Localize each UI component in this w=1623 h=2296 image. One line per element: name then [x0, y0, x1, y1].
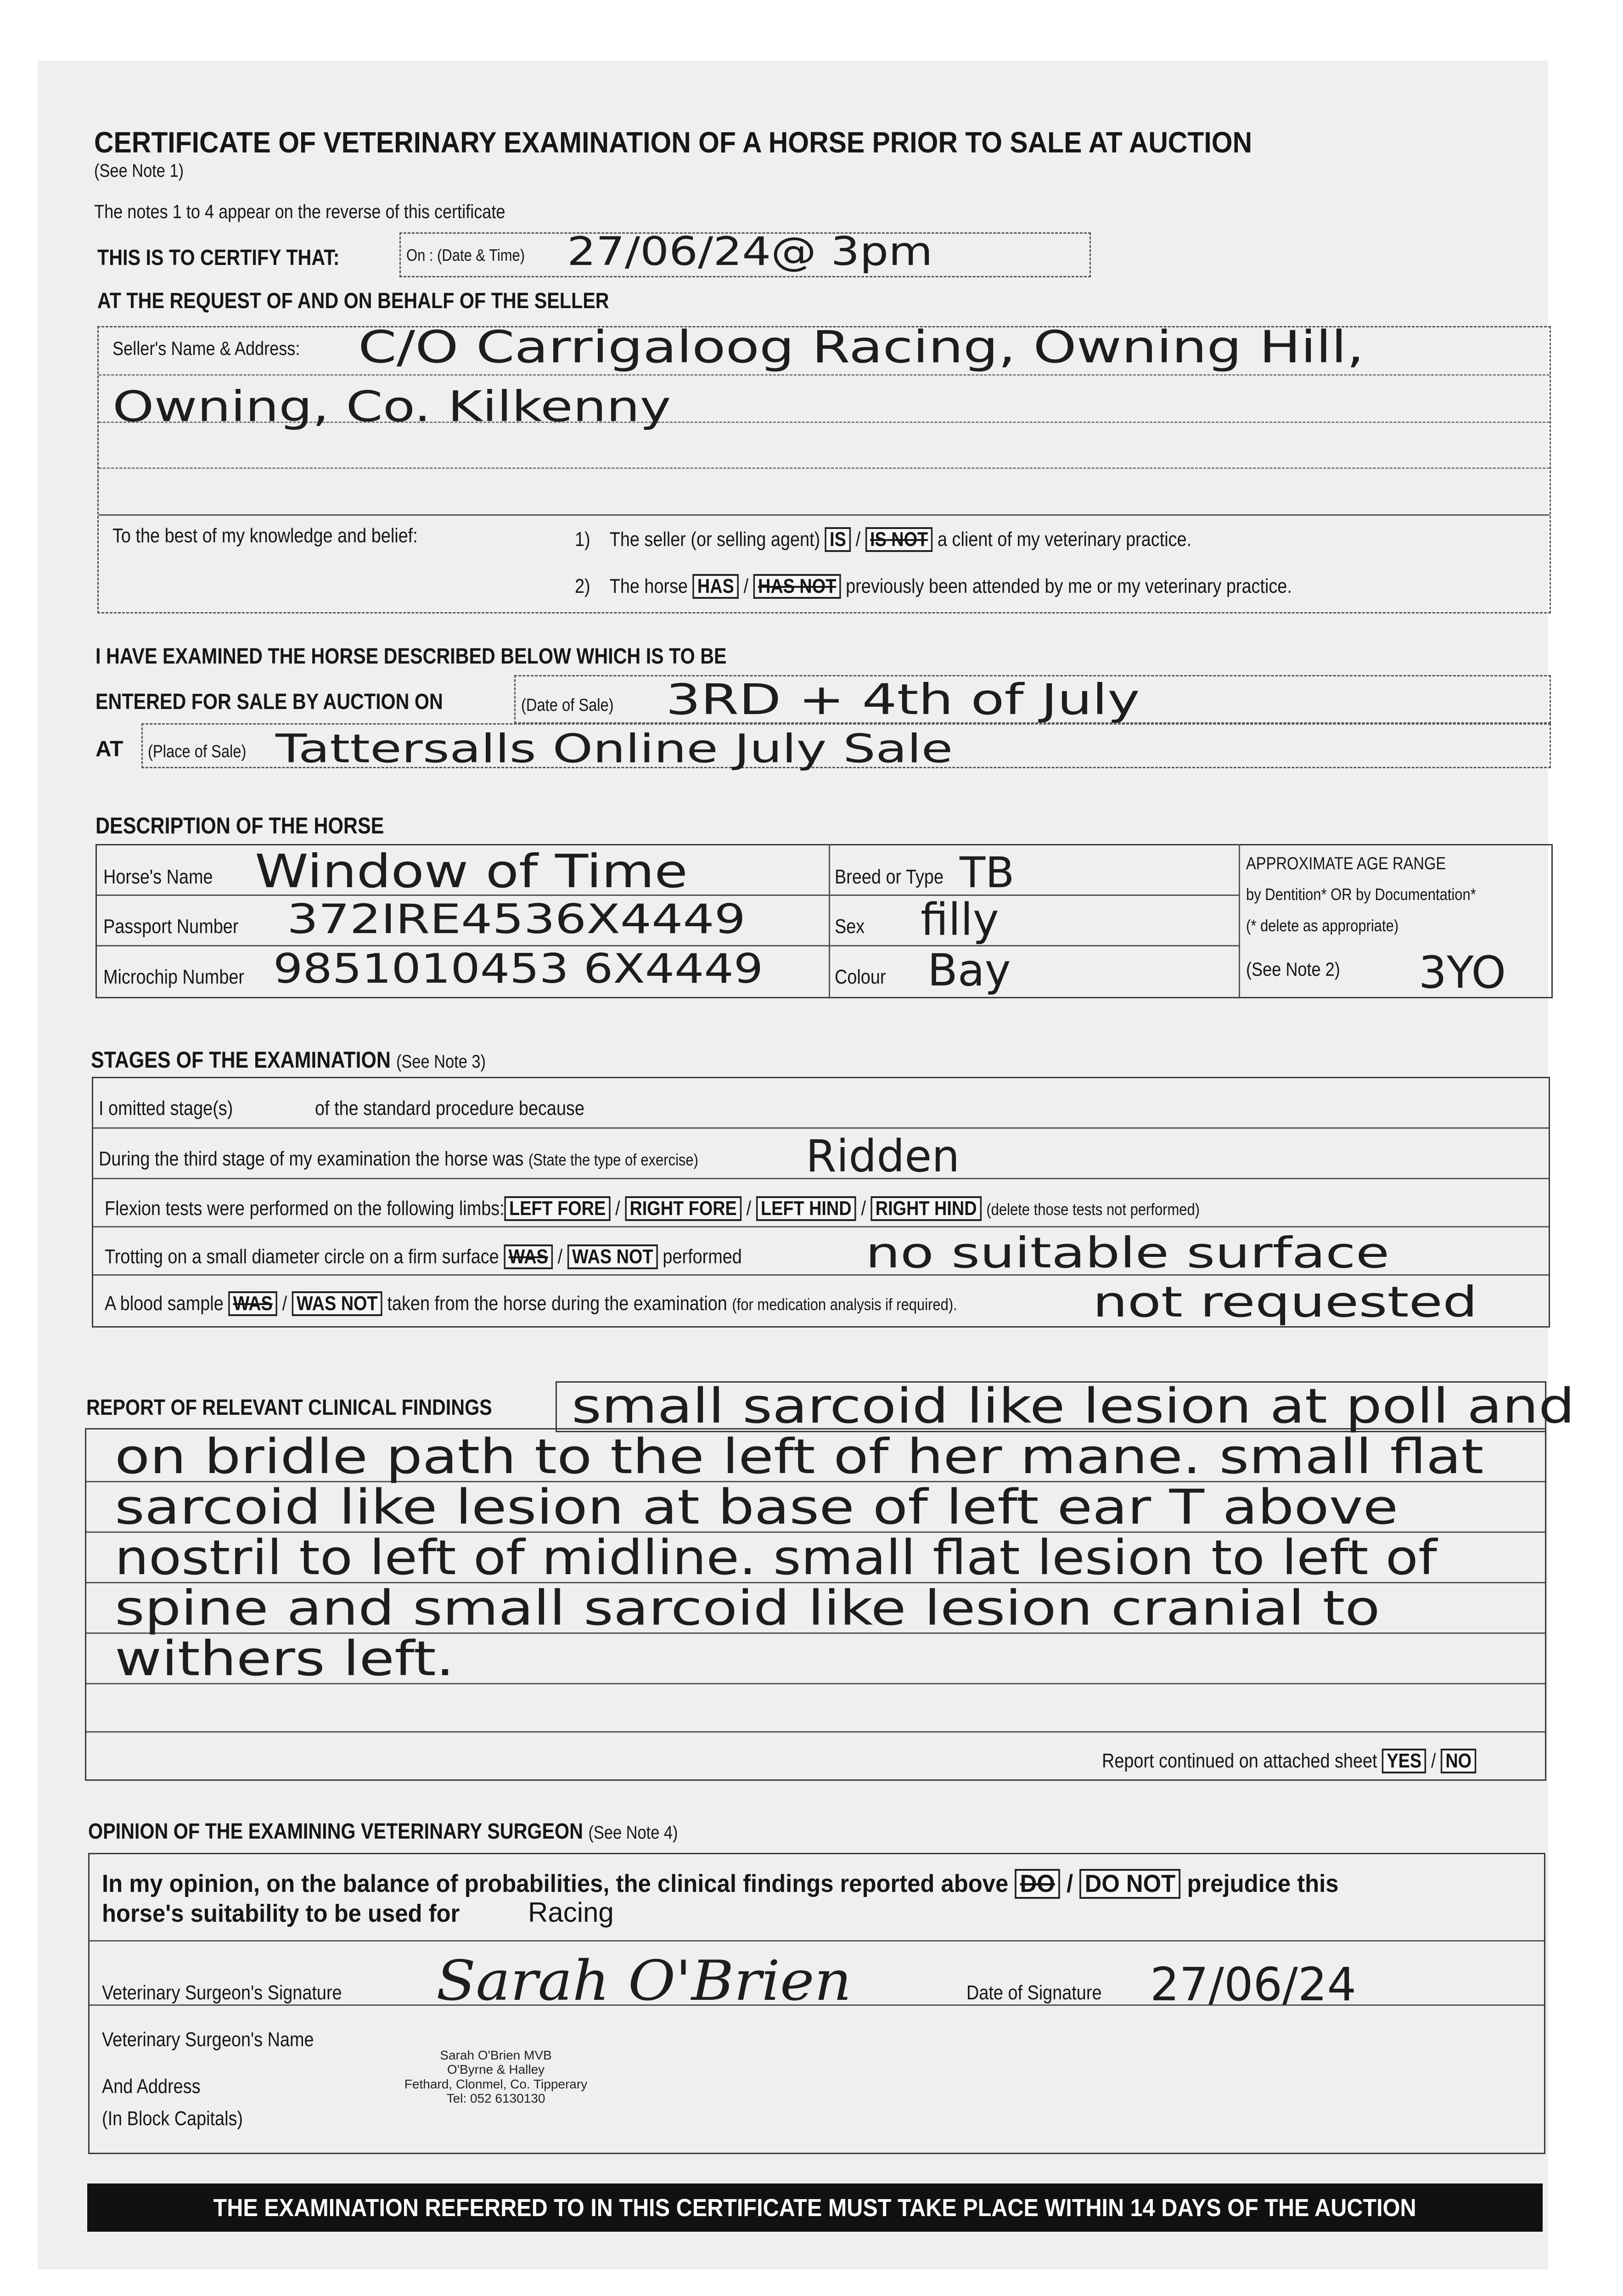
knowledge-q2: 2) The horse HAS / HAS NOT previously been attended by me or my veterinary practice.: [575, 574, 1409, 599]
horse-has-option[interactable]: HAS: [693, 574, 739, 599]
report-heading: REPORT OF RELEVANT CLINICAL FINDINGS: [86, 1396, 492, 1420]
date-time-label: On : (Date & Time): [406, 246, 525, 264]
horse-name-label: Horse's Name: [103, 866, 213, 888]
opinion-text-line-2: horse's suitability to be used for: [102, 1900, 460, 1927]
knowledge-label: To the best of my knowledge and belief:: [112, 524, 418, 547]
sex-label: Sex: [835, 915, 865, 938]
report-line-3: sarcoid like lesion at base of left ear T above: [115, 1479, 1398, 1535]
examined-label: I HAVE EXAMINED THE HORSE DESCRIBED BELOW WHICH IS TO BE: [95, 644, 727, 669]
block-capitals-label: (In Block Capitals): [102, 2107, 243, 2130]
report-line-4: nostril to left of midline. small flat lesion to left of: [115, 1530, 1437, 1586]
flexion-right-hind-option[interactable]: RIGHT HIND: [870, 1196, 981, 1221]
third-stage-label: During the third stage of my examination the horse was (State the type of exercise): [99, 1148, 698, 1170]
footer-banner: THE EXAMINATION REFERRED TO IN THIS CERTIFICATE MUST TAKE PLACE WITHIN 14 DAYS OF THE AUCTION: [87, 2183, 1543, 2232]
vet-address-label: And Address: [102, 2075, 201, 2098]
passport-value: 372IRE4536X4449: [287, 895, 746, 943]
passport-label: Passport Number: [103, 915, 239, 938]
vet-stamp: Sarah O'Brien MVB O'Byrne & Halley Fethard, Clonmel, Co. Tipperary Tel: 052 6130130: [404, 2048, 588, 2106]
blood-sample-value: not requested: [1093, 1277, 1478, 1327]
at-label: AT: [95, 737, 124, 761]
trotting-was-option[interactable]: WAS: [504, 1244, 553, 1269]
flexion-left-fore-option[interactable]: LEFT FORE: [505, 1196, 611, 1221]
horse-has-not-option[interactable]: HAS NOT: [753, 574, 841, 599]
flexion-tests: Flexion tests were performed on the following limbs: LEFT FORE / RIGHT FORE / LEFT HIND / RIGHT HIND (delete those tests not performed): [105, 1196, 1378, 1221]
trotting-was-not-option[interactable]: WAS NOT: [567, 1244, 658, 1269]
place-of-sale-value: Tattersalls Online July Sale: [275, 726, 953, 772]
colour-label: Colour: [835, 966, 886, 988]
see-note-1: (See Note 1): [94, 161, 184, 181]
continued-yes-option[interactable]: YES: [1382, 1749, 1426, 1773]
seller-is-not-option[interactable]: IS NOT: [865, 527, 933, 552]
date-of-signature-label: Date of Signature: [966, 1981, 1102, 2004]
continued-no-option[interactable]: NO: [1441, 1749, 1476, 1773]
report-continued: Report continued on attached sheet YES / NO: [1102, 1749, 1537, 1773]
breed-label: Breed or Type: [835, 866, 944, 888]
request-label: AT THE REQUEST OF AND ON BEHALF OF THE SELLER: [97, 289, 609, 313]
date-of-sale-label: (Date of Sale): [521, 696, 614, 715]
knowledge-q1: 1) The seller (or selling agent) IS / IS NOT a client of my veterinary practice.: [575, 527, 1292, 552]
trotting-line: Trotting on a small diameter circle on a firm surface WAS / WAS NOT performed: [105, 1244, 846, 1269]
report-line-1: small sarcoid like lesion at poll and: [572, 1378, 1575, 1434]
signature-value: Sarah O'Brien: [436, 1949, 852, 2013]
certificate-title: CERTIFICATE OF VETERINARY EXAMINATION OF A HORSE PRIOR TO SALE AT AUCTION: [94, 126, 1252, 159]
microchip-label: Microchip Number: [103, 966, 245, 988]
report-line-6: withers left.: [115, 1631, 455, 1687]
notes-line: The notes 1 to 4 appear on the reverse of this certificate: [94, 201, 505, 222]
opinion-do-option[interactable]: DO: [1015, 1869, 1060, 1899]
age-value: 3YO: [1419, 947, 1506, 998]
date-of-signature-value: 27/06/24: [1150, 1958, 1357, 2011]
opinion-text-line-1: In my opinion, on the balance of probabilities, the clinical findings reported above DO / DO NOT prejudice this: [102, 1869, 1417, 1899]
description-heading: DESCRIPTION OF THE HORSE: [95, 813, 384, 838]
date-of-sale-value: 3RD + 4th of July: [666, 675, 1140, 724]
certify-label: THIS IS TO CERTIFY THAT:: [97, 246, 340, 270]
trotting-value: no suitable surface: [865, 1228, 1390, 1277]
blood-was-not-option[interactable]: WAS NOT: [292, 1291, 382, 1316]
third-stage-value: Ridden: [806, 1131, 960, 1182]
flexion-left-hind-option[interactable]: LEFT HIND: [756, 1196, 856, 1221]
date-time-value: 27/06/24@ 3pm: [567, 229, 933, 275]
horse-name-value: Window of Time: [255, 844, 688, 898]
opinion-use-value: Racing: [528, 1897, 614, 1928]
seller-is-option[interactable]: IS: [825, 527, 851, 552]
flexion-right-fore-option[interactable]: RIGHT FORE: [625, 1196, 741, 1221]
opinion-heading: OPINION OF THE EXAMINING VETERINARY SURGEON (See Note 4): [88, 1819, 678, 1844]
report-line-5: spine and small sarcoid like lesion cranial to: [115, 1580, 1380, 1636]
breed-value: TB: [960, 848, 1015, 897]
seller-line-2: Owning, Co. Kilkenny: [112, 382, 671, 431]
seller-line-1: C/O Carrigaloog Racing, Owning Hill,: [358, 321, 1365, 373]
age-delete: (* delete as appropriate): [1246, 916, 1399, 935]
omitted-stages: I omitted stage(s) of the standard procedure because: [99, 1097, 584, 1120]
age-note: (See Note 2): [1246, 958, 1340, 980]
seller-label: Seller's Name & Address:: [112, 338, 300, 359]
colour-value: Bay: [927, 945, 1011, 996]
blood-was-option[interactable]: WAS: [228, 1291, 277, 1316]
sex-value: filly: [921, 894, 999, 945]
age-title: APPROXIMATE AGE RANGE: [1246, 854, 1446, 873]
opinion-do-not-option[interactable]: DO NOT: [1079, 1869, 1180, 1899]
stages-heading: STAGES OF THE EXAMINATION (See Note 3): [91, 1047, 486, 1073]
age-by: by Dentition* OR by Documentation*: [1246, 885, 1476, 904]
place-of-sale-label: (Place of Sale): [148, 742, 247, 761]
report-line-2: on bridle path to the left of her mane. small flat: [115, 1429, 1484, 1485]
microchip-value: 9851010453 6X4449: [273, 945, 764, 992]
signature-label: Veterinary Surgeon's Signature: [102, 1981, 342, 2004]
blood-sample-line: A blood sample WAS / WAS NOT taken from the horse during the examination (for medication analysis if required).: [105, 1291, 1096, 1316]
entered-label: ENTERED FOR SALE BY AUCTION ON: [95, 690, 443, 714]
vet-name-label: Veterinary Surgeon's Name: [102, 2028, 314, 2051]
